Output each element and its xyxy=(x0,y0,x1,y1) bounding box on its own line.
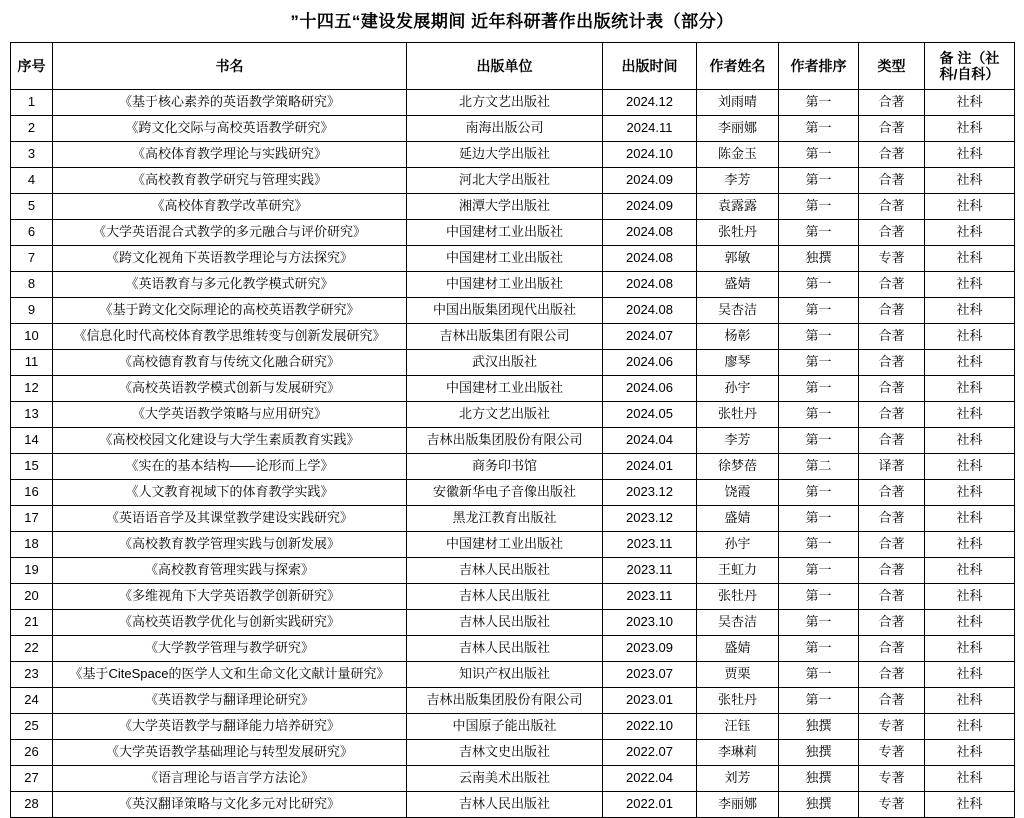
cell-remark: 社科 xyxy=(925,766,1015,792)
cell-publish-date: 2023.07 xyxy=(603,662,697,688)
cell-publisher: 中国出版集团现代出版社 xyxy=(407,298,603,324)
cell-book-title: 《跨文化交际与高校英语教学研究》 xyxy=(53,116,407,142)
cell-type: 合著 xyxy=(859,272,925,298)
table-row xyxy=(11,714,1015,740)
table-row xyxy=(11,740,1015,766)
cell-publish-date: 2024.08 xyxy=(603,298,697,324)
column-header-remark-line2: 科/自科） xyxy=(939,66,1000,83)
table-row xyxy=(11,168,1015,194)
cell-publisher: 武汉出版社 xyxy=(407,350,603,376)
cell-publish-date: 2024.04 xyxy=(603,428,697,454)
cell-remark: 社科 xyxy=(925,194,1015,220)
cell-type: 专著 xyxy=(859,714,925,740)
cell-publisher: 吉林文史出版社 xyxy=(407,740,603,766)
table-row xyxy=(11,610,1015,636)
cell-index: 11 xyxy=(11,350,53,376)
cell-remark: 社科 xyxy=(925,116,1015,142)
table-row xyxy=(11,532,1015,558)
column-header-index: 序号 xyxy=(11,43,53,90)
cell-type: 合著 xyxy=(859,376,925,402)
cell-publish-date: 2023.01 xyxy=(603,688,697,714)
cell-publisher: 中国原子能出版社 xyxy=(407,714,603,740)
cell-publish-date: 2024.09 xyxy=(603,194,697,220)
table-row xyxy=(11,792,1015,818)
cell-type: 专著 xyxy=(859,792,925,818)
cell-book-title: 《高校校园文化建设与大学生素质教育实践》 xyxy=(53,428,407,454)
cell-book-title: 《大学英语教学基础理论与转型发展研究》 xyxy=(53,740,407,766)
table-row xyxy=(11,454,1015,480)
cell-type: 合著 xyxy=(859,636,925,662)
cell-publish-date: 2023.12 xyxy=(603,506,697,532)
cell-remark: 社科 xyxy=(925,688,1015,714)
cell-author-order: 第一 xyxy=(779,662,859,688)
cell-author-name: 袁露露 xyxy=(697,194,779,220)
cell-type: 合著 xyxy=(859,532,925,558)
cell-remark: 社科 xyxy=(925,480,1015,506)
cell-publisher: 湘潭大学出版社 xyxy=(407,194,603,220)
cell-index: 18 xyxy=(11,532,53,558)
cell-author-name: 盛婧 xyxy=(697,506,779,532)
cell-book-title: 《基于CiteSpace的医学人文和生命文化文献计量研究》 xyxy=(53,662,407,688)
table-row xyxy=(11,116,1015,142)
cell-author-order: 第二 xyxy=(779,454,859,480)
cell-author-order: 第一 xyxy=(779,558,859,584)
cell-author-name: 廖琴 xyxy=(697,350,779,376)
cell-author-name: 盛婧 xyxy=(697,272,779,298)
cell-publisher: 中国建材工业出版社 xyxy=(407,532,603,558)
table-row xyxy=(11,220,1015,246)
cell-author-order: 第一 xyxy=(779,532,859,558)
cell-author-name: 张牡丹 xyxy=(697,584,779,610)
cell-publish-date: 2022.04 xyxy=(603,766,697,792)
cell-author-name: 李琳莉 xyxy=(697,740,779,766)
cell-author-name: 李芳 xyxy=(697,168,779,194)
cell-book-title: 《高校德育教育与传统文化融合研究》 xyxy=(53,350,407,376)
cell-author-order: 第一 xyxy=(779,168,859,194)
table-row xyxy=(11,350,1015,376)
column-header-publisher: 出版单位 xyxy=(407,43,603,90)
cell-publisher: 中国建材工业出版社 xyxy=(407,220,603,246)
cell-remark: 社科 xyxy=(925,662,1015,688)
column-header-author-order: 作者排序 xyxy=(779,43,859,90)
cell-type: 合著 xyxy=(859,350,925,376)
cell-book-title: 《实在的基本结构——论形而上学》 xyxy=(53,454,407,480)
table-row xyxy=(11,298,1015,324)
cell-remark: 社科 xyxy=(925,558,1015,584)
cell-publisher: 中国建材工业出版社 xyxy=(407,246,603,272)
cell-book-title: 《基于跨文化交际理论的高校英语教学研究》 xyxy=(53,298,407,324)
cell-author-order: 第一 xyxy=(779,610,859,636)
cell-remark: 社科 xyxy=(925,402,1015,428)
cell-author-order: 第一 xyxy=(779,298,859,324)
cell-book-title: 《高校英语教学模式创新与发展研究》 xyxy=(53,376,407,402)
cell-publish-date: 2024.07 xyxy=(603,324,697,350)
cell-type: 合著 xyxy=(859,168,925,194)
cell-book-title: 《跨文化视角下英语教学理论与方法探究》 xyxy=(53,246,407,272)
cell-remark: 社科 xyxy=(925,454,1015,480)
cell-publish-date: 2024.01 xyxy=(603,454,697,480)
table-row xyxy=(11,194,1015,220)
cell-book-title: 《高校体育教学理论与实践研究》 xyxy=(53,142,407,168)
cell-publish-date: 2024.06 xyxy=(603,350,697,376)
cell-publish-date: 2023.11 xyxy=(603,532,697,558)
cell-author-name: 吴杏洁 xyxy=(697,298,779,324)
table-row xyxy=(11,324,1015,350)
cell-publish-date: 2024.12 xyxy=(603,90,697,116)
cell-index: 22 xyxy=(11,636,53,662)
cell-type: 专著 xyxy=(859,740,925,766)
cell-author-name: 刘芳 xyxy=(697,766,779,792)
cell-author-name: 吴杏洁 xyxy=(697,610,779,636)
cell-type: 合著 xyxy=(859,402,925,428)
cell-index: 8 xyxy=(11,272,53,298)
cell-remark: 社科 xyxy=(925,350,1015,376)
cell-author-name: 陈金玉 xyxy=(697,142,779,168)
cell-book-title: 《高校体育教学改革研究》 xyxy=(53,194,407,220)
table-header-row xyxy=(11,43,1015,90)
cell-author-order: 独撰 xyxy=(779,714,859,740)
cell-publisher: 延边大学出版社 xyxy=(407,142,603,168)
cell-publish-date: 2022.07 xyxy=(603,740,697,766)
table-row xyxy=(11,506,1015,532)
cell-book-title: 《高校教育教学研究与管理实践》 xyxy=(53,168,407,194)
cell-author-name: 汪钰 xyxy=(697,714,779,740)
table-row xyxy=(11,766,1015,792)
cell-publish-date: 2023.12 xyxy=(603,480,697,506)
table-row xyxy=(11,90,1015,116)
cell-publisher: 吉林出版集团有限公司 xyxy=(407,324,603,350)
cell-book-title: 《大学英语教学策略与应用研究》 xyxy=(53,402,407,428)
cell-remark: 社科 xyxy=(925,740,1015,766)
cell-author-name: 王虹力 xyxy=(697,558,779,584)
cell-index: 9 xyxy=(11,298,53,324)
cell-remark: 社科 xyxy=(925,428,1015,454)
cell-book-title: 《人文教育视域下的体育教学实践》 xyxy=(53,480,407,506)
cell-author-order: 第一 xyxy=(779,428,859,454)
cell-publish-date: 2024.11 xyxy=(603,116,697,142)
cell-author-name: 刘雨晴 xyxy=(697,90,779,116)
cell-author-name: 孙宇 xyxy=(697,532,779,558)
column-header-publish-date: 出版时间 xyxy=(603,43,697,90)
table-row xyxy=(11,142,1015,168)
cell-index: 23 xyxy=(11,662,53,688)
cell-publish-date: 2024.09 xyxy=(603,168,697,194)
cell-author-order: 第一 xyxy=(779,584,859,610)
cell-index: 3 xyxy=(11,142,53,168)
cell-author-order: 第一 xyxy=(779,324,859,350)
cell-index: 24 xyxy=(11,688,53,714)
cell-author-order: 第一 xyxy=(779,376,859,402)
cell-book-title: 《高校英语教学优化与创新实践研究》 xyxy=(53,610,407,636)
cell-author-name: 饶霞 xyxy=(697,480,779,506)
cell-remark: 社科 xyxy=(925,376,1015,402)
cell-book-title: 《高校教育教学管理实践与创新发展》 xyxy=(53,532,407,558)
cell-index: 15 xyxy=(11,454,53,480)
cell-publish-date: 2022.10 xyxy=(603,714,697,740)
cell-publisher: 黑龙江教育出版社 xyxy=(407,506,603,532)
cell-publish-date: 2023.10 xyxy=(603,610,697,636)
cell-publish-date: 2023.11 xyxy=(603,558,697,584)
cell-publisher: 吉林人民出版社 xyxy=(407,558,603,584)
cell-index: 1 xyxy=(11,90,53,116)
cell-index: 26 xyxy=(11,740,53,766)
table-row xyxy=(11,402,1015,428)
cell-remark: 社科 xyxy=(925,714,1015,740)
cell-remark: 社科 xyxy=(925,584,1015,610)
cell-publish-date: 2024.08 xyxy=(603,220,697,246)
cell-index: 12 xyxy=(11,376,53,402)
cell-author-order: 独撰 xyxy=(779,792,859,818)
cell-author-name: 郭敏 xyxy=(697,246,779,272)
table-row xyxy=(11,376,1015,402)
page-title: ”十四五“建设发展期间 近年科研著作出版统计表（部分） xyxy=(290,12,734,31)
cell-author-order: 第一 xyxy=(779,688,859,714)
cell-publisher: 中国建材工业出版社 xyxy=(407,272,603,298)
cell-publisher: 安徽新华电子音像出版社 xyxy=(407,480,603,506)
cell-type: 合著 xyxy=(859,688,925,714)
cell-author-name: 李丽娜 xyxy=(697,116,779,142)
cell-publisher: 吉林人民出版社 xyxy=(407,584,603,610)
cell-publisher: 北方文艺出版社 xyxy=(407,90,603,116)
table-row xyxy=(11,662,1015,688)
cell-author-order: 第一 xyxy=(779,402,859,428)
cell-type: 合著 xyxy=(859,610,925,636)
cell-publish-date: 2024.06 xyxy=(603,376,697,402)
cell-author-order: 第一 xyxy=(779,194,859,220)
cell-remark: 社科 xyxy=(925,168,1015,194)
cell-publisher: 商务印书馆 xyxy=(407,454,603,480)
cell-publisher: 吉林出版集团股份有限公司 xyxy=(407,688,603,714)
cell-remark: 社科 xyxy=(925,90,1015,116)
cell-author-order: 独撰 xyxy=(779,766,859,792)
cell-index: 10 xyxy=(11,324,53,350)
cell-remark: 社科 xyxy=(925,246,1015,272)
publication-stats-table xyxy=(10,42,1015,818)
cell-book-title: 《大学教学管理与教学研究》 xyxy=(53,636,407,662)
cell-remark: 社科 xyxy=(925,272,1015,298)
cell-author-order: 独撰 xyxy=(779,740,859,766)
table-row xyxy=(11,272,1015,298)
cell-book-title: 《大学英语教学与翻译能力培养研究》 xyxy=(53,714,407,740)
cell-author-order: 第一 xyxy=(779,220,859,246)
cell-book-title: 《英语教育与多元化教学模式研究》 xyxy=(53,272,407,298)
cell-type: 合著 xyxy=(859,90,925,116)
cell-remark: 社科 xyxy=(925,532,1015,558)
cell-type: 专著 xyxy=(859,766,925,792)
cell-index: 19 xyxy=(11,558,53,584)
cell-book-title: 《信息化时代高校体育教学思维转变与创新发展研究》 xyxy=(53,324,407,350)
cell-author-name: 张牡丹 xyxy=(697,688,779,714)
cell-index: 28 xyxy=(11,792,53,818)
cell-index: 27 xyxy=(11,766,53,792)
cell-author-name: 张牡丹 xyxy=(697,402,779,428)
cell-remark: 社科 xyxy=(925,636,1015,662)
cell-book-title: 《语言理论与语言学方法论》 xyxy=(53,766,407,792)
cell-index: 17 xyxy=(11,506,53,532)
cell-index: 13 xyxy=(11,402,53,428)
cell-index: 14 xyxy=(11,428,53,454)
cell-remark: 社科 xyxy=(925,142,1015,168)
table-row xyxy=(11,636,1015,662)
column-header-remark-line1: 备 注（社 xyxy=(939,49,1000,66)
cell-book-title: 《英语语音学及其课堂教学建设实践研究》 xyxy=(53,506,407,532)
cell-publisher: 吉林人民出版社 xyxy=(407,636,603,662)
table-header xyxy=(11,43,1015,90)
cell-publisher: 北方文艺出版社 xyxy=(407,402,603,428)
table-row xyxy=(11,428,1015,454)
cell-author-name: 张牡丹 xyxy=(697,220,779,246)
cell-type: 专著 xyxy=(859,246,925,272)
cell-index: 2 xyxy=(11,116,53,142)
cell-publish-date: 2024.10 xyxy=(603,142,697,168)
cell-author-order: 第一 xyxy=(779,350,859,376)
cell-publisher: 中国建材工业出版社 xyxy=(407,376,603,402)
column-header-book-title: 书名 xyxy=(53,43,407,90)
cell-author-order: 第一 xyxy=(779,142,859,168)
cell-type: 合著 xyxy=(859,662,925,688)
cell-type: 合著 xyxy=(859,480,925,506)
cell-publisher: 吉林人民出版社 xyxy=(407,792,603,818)
cell-publisher: 吉林人民出版社 xyxy=(407,610,603,636)
cell-publish-date: 2024.05 xyxy=(603,402,697,428)
cell-author-order: 第一 xyxy=(779,272,859,298)
cell-type: 合著 xyxy=(859,324,925,350)
cell-type: 合著 xyxy=(859,428,925,454)
cell-author-name: 杨彰 xyxy=(697,324,779,350)
cell-author-order: 第一 xyxy=(779,116,859,142)
cell-publisher: 云南美术出版社 xyxy=(407,766,603,792)
cell-index: 6 xyxy=(11,220,53,246)
cell-publisher: 知识产权出版社 xyxy=(407,662,603,688)
table-row xyxy=(11,480,1015,506)
cell-publish-date: 2023.09 xyxy=(603,636,697,662)
cell-publish-date: 2024.08 xyxy=(603,246,697,272)
cell-author-order: 第一 xyxy=(779,506,859,532)
cell-type: 合著 xyxy=(859,298,925,324)
cell-remark: 社科 xyxy=(925,792,1015,818)
cell-book-title: 《英汉翻译策略与文化多元对比研究》 xyxy=(53,792,407,818)
cell-index: 5 xyxy=(11,194,53,220)
cell-publisher: 吉林出版集团股份有限公司 xyxy=(407,428,603,454)
cell-type: 合著 xyxy=(859,194,925,220)
cell-book-title: 《多维视角下大学英语教学创新研究》 xyxy=(53,584,407,610)
cell-publish-date: 2023.11 xyxy=(603,584,697,610)
cell-book-title: 《基于核心素养的英语教学策略研究》 xyxy=(53,90,407,116)
column-header-type: 类型 xyxy=(859,43,925,90)
cell-publish-date: 2024.08 xyxy=(603,272,697,298)
cell-index: 21 xyxy=(11,610,53,636)
cell-type: 合著 xyxy=(859,558,925,584)
cell-book-title: 《大学英语混合式教学的多元融合与评价研究》 xyxy=(53,220,407,246)
table-row xyxy=(11,688,1015,714)
column-header-remark xyxy=(925,43,1015,90)
cell-type: 合著 xyxy=(859,220,925,246)
cell-author-name: 贾栗 xyxy=(697,662,779,688)
cell-author-order: 第一 xyxy=(779,636,859,662)
cell-author-name: 李丽娜 xyxy=(697,792,779,818)
table-body xyxy=(11,90,1015,818)
cell-remark: 社科 xyxy=(925,610,1015,636)
cell-remark: 社科 xyxy=(925,220,1015,246)
cell-type: 译著 xyxy=(859,454,925,480)
cell-type: 合著 xyxy=(859,506,925,532)
cell-remark: 社科 xyxy=(925,506,1015,532)
column-header-author-name: 作者姓名 xyxy=(697,43,779,90)
cell-publisher: 河北大学出版社 xyxy=(407,168,603,194)
cell-author-name: 孙宇 xyxy=(697,376,779,402)
cell-index: 7 xyxy=(11,246,53,272)
cell-author-order: 独撰 xyxy=(779,246,859,272)
cell-index: 20 xyxy=(11,584,53,610)
cell-author-name: 徐梦蓓 xyxy=(697,454,779,480)
cell-type: 合著 xyxy=(859,584,925,610)
cell-publisher: 南海出版公司 xyxy=(407,116,603,142)
cell-type: 合著 xyxy=(859,116,925,142)
cell-author-order: 第一 xyxy=(779,480,859,506)
table-row xyxy=(11,558,1015,584)
cell-book-title: 《英语教学与翻译理论研究》 xyxy=(53,688,407,714)
cell-author-order: 第一 xyxy=(779,90,859,116)
cell-remark: 社科 xyxy=(925,324,1015,350)
cell-index: 25 xyxy=(11,714,53,740)
cell-index: 16 xyxy=(11,480,53,506)
cell-author-name: 盛婧 xyxy=(697,636,779,662)
cell-remark: 社科 xyxy=(925,298,1015,324)
cell-index: 4 xyxy=(11,168,53,194)
cell-type: 合著 xyxy=(859,142,925,168)
cell-author-name: 李芳 xyxy=(697,428,779,454)
table-row xyxy=(11,246,1015,272)
cell-publish-date: 2022.01 xyxy=(603,792,697,818)
cell-book-title: 《高校教育管理实践与探索》 xyxy=(53,558,407,584)
table-row xyxy=(11,584,1015,610)
